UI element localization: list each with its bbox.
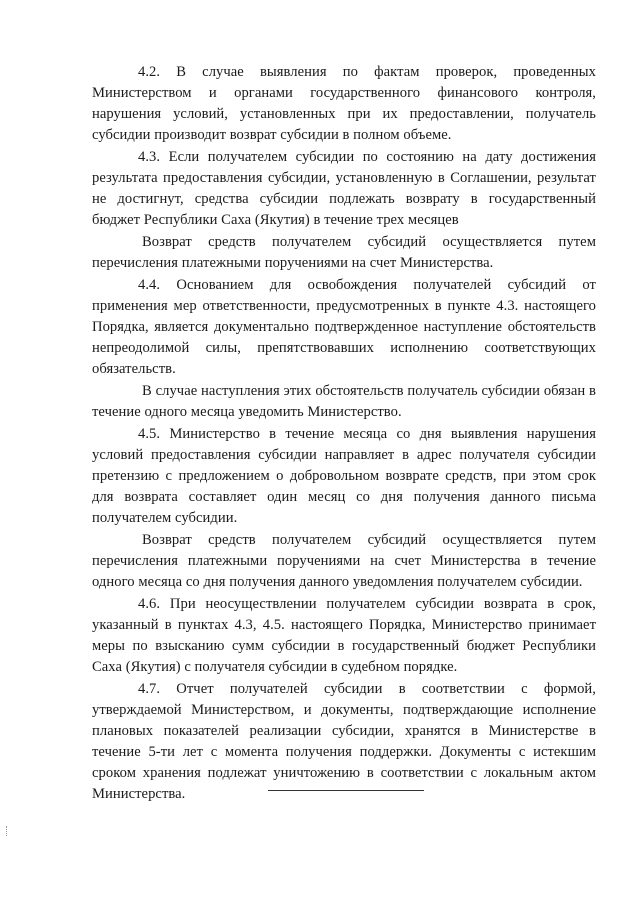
paragraph-4-3-refund: Возврат средств получателем субсидий осуществляется путем перечисления платежными поручениями на счет Министерства. (92, 234, 596, 271)
paragraph-4-7: 4.7. Отчет получателей субсидии в соответствии с формой, утверждаемой Министерством, и документы, подтверждающие исполнение плановых показателей реализации субсидии, хранятся в Министерстве в течение 5-ти лет с момента получения поддержки. Документы с истекшим сроком хранения подлежат уничтожению в соответствии с локальным актом Министерства. (92, 681, 596, 802)
paragraph-4-5-refund: Возврат средств получателем субсидий осуществляется путем перечисления платежными поручениями на счет Министерства в течение одного месяца со дня получения данного уведомления получателем субсидии. (92, 532, 596, 590)
paragraph-4-4: 4.4. Основанием для освобождения получателей субсидий от применения мер ответственности, предусмотренных в пункте 4.3. настоящего Порядка, является документально подтвержденное наступление обстоятельств непреодолимой силы, препятствовавших исполнению соответствующих обязательств. (92, 277, 596, 377)
scan-specks (6, 826, 9, 836)
paragraph-4-6: 4.6. При неосуществлении получателем субсидии возврата в срок, указанный в пунктах 4.3, 4.5. настоящего Порядка, Министерство принимает меры по взысканию сумм субсидии в государственный бюджет Республики Саха (Якутия) с получателя субсидии в судебном порядке. (92, 596, 596, 675)
paragraph-4-3: 4.3. Если получателем субсидии по состоянию на дату достижения результата предоставления субсидии, установленную в Соглашении, результат не достигнут, средства субсидии подлежать возврату в государственный бюджет Республики Саха (Якутия) в течение трех месяцев (92, 149, 596, 228)
paragraph-4-4-notice: В случае наступления этих обстоятельств получатель субсидии обязан в течение одного месяца уведомить Министерство. (92, 383, 596, 420)
end-of-text-rule (268, 790, 424, 791)
paragraph-4-2: 4.2. В случае выявления по фактам проверок, проведенных Министерством и органами государственного финансового контроля, нарушения условий, установленных при их предоставлении, получатель субсидии производит возврат субсидии в полном объеме. (92, 64, 596, 143)
document-body (92, 62, 596, 805)
paragraph-4-5: 4.5. Министерство в течение месяца со дня выявления нарушения условий предоставления субсидии направляет в адрес получателя субсидии претензию с предложением о добровольном возврате средств, при этом срок для возврата составляет один месяц со дня получения данного письма получателем субсидии. (92, 426, 596, 526)
